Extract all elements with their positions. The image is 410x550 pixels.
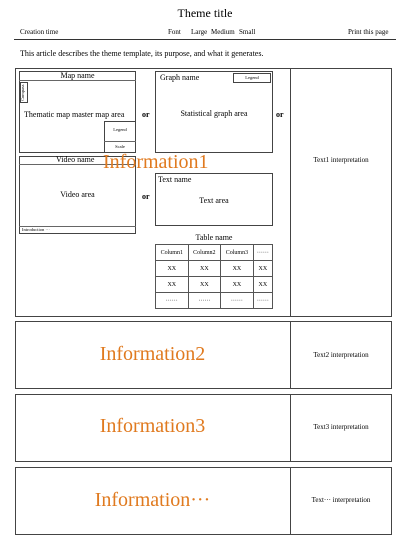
- table-cell: ······: [156, 293, 189, 309]
- or-label-3: or: [142, 192, 150, 201]
- table-name: Table name: [195, 233, 233, 242]
- table-cell: XX: [156, 261, 189, 277]
- text-name: Text name: [158, 175, 192, 184]
- font-size-medium-button[interactable]: Medium: [211, 28, 235, 36]
- table-cell: ······: [253, 245, 272, 261]
- table-row: [156, 261, 273, 277]
- compass-label: Compass: [20, 84, 25, 101]
- or-label-1: or: [142, 110, 150, 119]
- section-2-title: Information2: [99, 343, 206, 365]
- table-cell: XX: [156, 277, 189, 293]
- intro-text: This article describes the theme template, its purpose, and what it generates.: [20, 49, 264, 58]
- video-introduction: Introduction ···: [22, 227, 50, 232]
- table-cell: XX: [188, 261, 221, 277]
- table-cell: Column3: [221, 245, 254, 261]
- graph-legend-label: Legend: [245, 75, 259, 80]
- table-cell: Column2: [188, 245, 221, 261]
- font-size-small-button[interactable]: Small: [239, 28, 256, 36]
- font-size-large-button[interactable]: Large: [191, 28, 208, 36]
- map-name: Map name: [60, 71, 95, 80]
- section-1-interpretation: Text1 interpretation: [313, 156, 369, 164]
- table-cell: XX: [221, 261, 254, 277]
- table-cell: ······: [188, 293, 221, 309]
- or-label-2: or: [276, 110, 284, 119]
- graph-name: Graph name: [160, 73, 200, 82]
- table-row: [156, 293, 273, 309]
- section-3-title: Information3: [99, 415, 206, 437]
- table-header-row: [156, 245, 273, 261]
- section-4-interpretation: Text··· interpretation: [311, 496, 371, 504]
- font-label: Font: [168, 28, 181, 36]
- table-cell: Column1: [156, 245, 189, 261]
- section-3-interpretation: Text3 interpretation: [313, 423, 369, 431]
- section-1-interpretation-box: [290, 68, 392, 317]
- table-cell: XX: [253, 261, 272, 277]
- page-title: Theme title: [177, 6, 233, 20]
- section-4-title: Information···: [94, 489, 211, 511]
- map-area-label: Thematic map master map area: [24, 110, 125, 119]
- table-cell: XX: [188, 277, 221, 293]
- table-row: [156, 277, 273, 293]
- text-area-label: Text area: [199, 196, 229, 205]
- video-name: Video name: [56, 155, 95, 164]
- print-page-link[interactable]: Print this page: [348, 28, 389, 36]
- table-cell: XX: [221, 277, 254, 293]
- section-1-title: Information1: [103, 151, 209, 173]
- table-cell: ······: [253, 293, 272, 309]
- header-divider: [14, 39, 396, 40]
- creation-time: Creation time: [20, 28, 59, 36]
- map-legend-label: Legend: [113, 127, 127, 132]
- map-scale-label: Scale: [115, 144, 125, 149]
- table-cell: ······: [221, 293, 254, 309]
- video-area-label: Video area: [60, 190, 95, 199]
- table-cell: XX: [253, 277, 272, 293]
- graph-area-label: Statistical graph area: [180, 109, 248, 118]
- map-name-divider: [19, 80, 136, 81]
- map-legend-divider: [104, 141, 136, 142]
- section-2-interpretation: Text2 interpretation: [313, 351, 369, 359]
- data-table: [155, 244, 273, 309]
